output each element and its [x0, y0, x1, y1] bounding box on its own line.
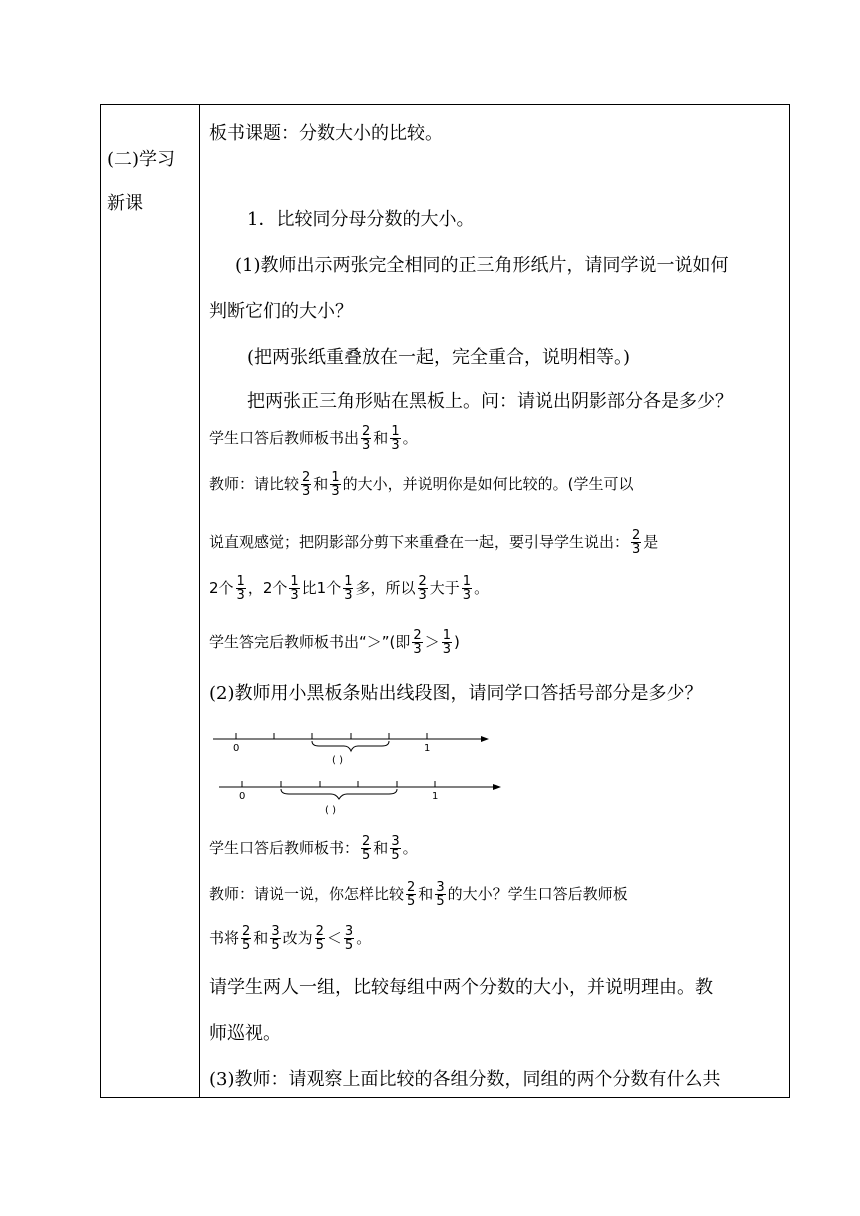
content-cell	[201, 105, 791, 1097]
paragraph: (2)教师用小黑板条贴出线段图，请同学口答括号部分是多少？	[209, 683, 703, 704]
fraction	[361, 835, 371, 862]
numerator: 3	[344, 924, 354, 939]
text-run: ＞	[424, 633, 440, 651]
fraction-line	[209, 575, 489, 602]
text-run: )	[453, 633, 460, 651]
tick-label-one: 1	[424, 743, 431, 754]
fraction-line	[209, 925, 371, 952]
fraction	[315, 925, 325, 952]
denominator: 5	[436, 894, 445, 909]
tick-label-zero: 0	[239, 791, 246, 802]
text-run: ＜	[326, 929, 342, 947]
numerator: 2	[242, 924, 251, 939]
denominator: 3	[290, 588, 299, 603]
text-run: ，2个	[247, 579, 288, 597]
fraction	[390, 425, 400, 452]
text-run: 和	[253, 929, 269, 947]
segment-diagram	[201, 717, 501, 817]
number-line-2	[219, 781, 501, 816]
numerator: 2	[362, 424, 371, 439]
text-run: 。	[402, 429, 418, 447]
fraction-line	[209, 629, 460, 656]
denominator: 3	[632, 542, 641, 557]
text-run: 。	[402, 839, 418, 857]
text-run: 和	[373, 839, 389, 857]
text-run: 是	[643, 533, 659, 551]
paragraph: 把两张正三角形贴在黑板上。问：请说出阴影部分各是多少？	[247, 391, 733, 412]
denominator: 3	[302, 484, 311, 499]
denominator: 5	[271, 938, 280, 953]
fraction-line	[209, 471, 633, 498]
text-run: 比1个	[301, 579, 342, 597]
text-run: 学生答完后教师板书出“＞”(即	[209, 633, 411, 651]
numerator: 3	[436, 880, 445, 895]
arrow-head	[481, 736, 489, 742]
paragraph: 师巡视。	[209, 1023, 281, 1044]
text-run: 说直观感觉；把阴影部分剪下来重叠在一起，要引导学生说出：	[209, 533, 630, 551]
numerator: 1	[462, 574, 472, 589]
fraction-line	[209, 425, 418, 452]
denominator: 3	[344, 588, 353, 603]
numerator: 3	[391, 834, 400, 849]
fraction	[390, 835, 400, 862]
fraction	[412, 629, 422, 656]
paragraph: (3)教师：请观察上面比较的各组分数，同组的两个分数有什么共	[209, 1069, 721, 1090]
numerator: 2	[315, 924, 324, 939]
fraction	[236, 575, 246, 602]
fraction-line	[209, 835, 418, 862]
denominator: 3	[442, 642, 451, 657]
fraction	[631, 529, 641, 556]
numerator: 1	[290, 574, 299, 589]
paragraph: (把两张纸重叠放在一起，完全重合，说明相等。)	[247, 347, 631, 368]
text-run: 和	[418, 885, 434, 903]
blank-bracket: ( )	[332, 755, 343, 766]
text-run: 大于	[429, 579, 460, 597]
denominator: 3	[236, 588, 245, 603]
fraction	[344, 925, 354, 952]
denominator: 5	[362, 848, 371, 863]
text-run: 多，所以	[355, 579, 416, 597]
number-line-1	[213, 733, 489, 766]
fraction	[406, 881, 416, 908]
numerator: 1	[331, 470, 340, 485]
fraction	[289, 575, 299, 602]
numerator: 2	[413, 628, 422, 643]
arrow-head	[493, 784, 501, 790]
brace	[312, 741, 389, 751]
denominator: 5	[391, 848, 400, 863]
tick-label-one: 1	[432, 791, 439, 802]
column-divider	[199, 105, 200, 1097]
denominator: 3	[413, 642, 422, 657]
text-run: 的大小？学生口答后教师板	[447, 885, 628, 903]
text-run: 书将	[209, 929, 240, 947]
numerator: 1	[236, 574, 245, 589]
brace	[281, 789, 397, 799]
blank-bracket: ( )	[325, 805, 336, 816]
paragraph: (1)教师出示两张完全相同的正三角形纸片，请同学说一说如何	[235, 255, 729, 276]
denominator: 3	[418, 588, 427, 603]
text-run: 的大小，并说明你是如何比较的。(学生可以	[342, 475, 634, 493]
numerator: 2	[418, 574, 427, 589]
numerator: 2	[632, 528, 641, 543]
fraction	[442, 629, 452, 656]
paragraph: 板书课题：分数大小的比较。	[209, 123, 443, 144]
fraction-line	[209, 881, 628, 908]
text-run: 学生口答后教师板书：	[209, 839, 360, 857]
fraction	[361, 425, 371, 452]
tick-label-zero: 0	[233, 743, 240, 754]
text-run: 改为	[282, 929, 313, 947]
fraction	[343, 575, 353, 602]
fraction	[301, 471, 311, 498]
fraction	[462, 575, 472, 602]
fraction	[435, 881, 445, 908]
paragraph: 判断它们的大小？	[209, 301, 353, 322]
denominator: 5	[242, 938, 251, 953]
text-run: 2个	[209, 579, 234, 597]
denominator: 3	[462, 588, 472, 603]
text-run: 。	[474, 579, 490, 597]
fraction	[330, 471, 340, 498]
denominator: 5	[344, 938, 354, 953]
fraction-line	[209, 529, 658, 556]
numerator: 2	[362, 834, 371, 849]
fraction	[270, 925, 280, 952]
denominator: 3	[362, 438, 371, 453]
paragraph: 1．比较同分母分数的大小。	[247, 209, 475, 230]
fraction	[418, 575, 428, 602]
text-run: 教师：请比较	[209, 475, 300, 493]
numerator: 2	[302, 470, 311, 485]
denominator: 3	[331, 484, 340, 499]
denominator: 3	[391, 438, 400, 453]
numerator: 1	[391, 424, 400, 439]
denominator: 5	[407, 894, 416, 909]
text-run: 教师：请说一说，你怎样比较	[209, 885, 405, 903]
text-run: 学生口答后教师板书出	[209, 429, 360, 447]
section-label-line2: 新课	[107, 193, 143, 214]
lesson-table	[100, 104, 790, 1098]
numerator: 1	[442, 628, 451, 643]
text-run: 和	[373, 429, 389, 447]
numerator: 3	[271, 924, 280, 939]
numerator: 1	[344, 574, 353, 589]
fraction	[241, 925, 251, 952]
numerator: 2	[407, 880, 416, 895]
denominator: 5	[315, 938, 324, 953]
paragraph: 请学生两人一组，比较每组中两个分数的大小，并说明理由。教	[209, 977, 713, 998]
text-run: 。	[356, 929, 372, 947]
text-run: 和	[313, 475, 329, 493]
section-label-line1: (二)学习	[107, 149, 176, 170]
